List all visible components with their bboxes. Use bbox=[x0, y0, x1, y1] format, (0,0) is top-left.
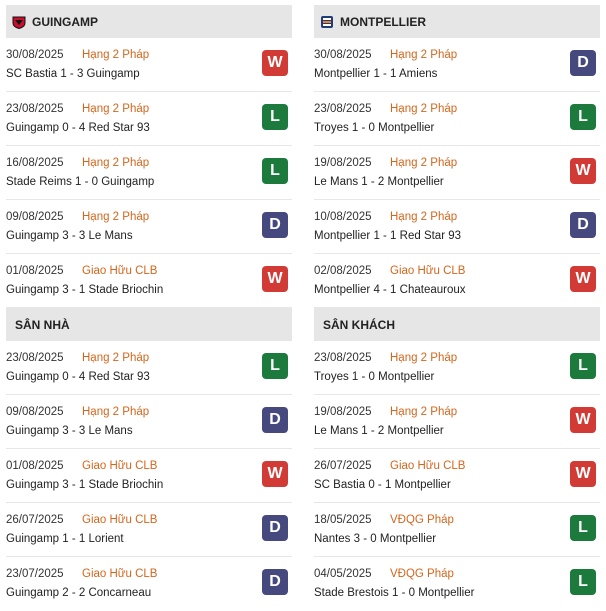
guingamp-crest-icon bbox=[12, 15, 26, 29]
result-badge: W bbox=[570, 461, 596, 487]
match-row[interactable] bbox=[314, 146, 600, 200]
match-score: Stade Brestois 1 - 0 Montpellier bbox=[314, 587, 475, 599]
match-score: Guingamp 3 - 3 Le Mans bbox=[6, 230, 133, 242]
match-score: Le Mans 1 - 2 Montpellier bbox=[314, 425, 444, 437]
match-score: Montpellier 1 - 1 Amiens bbox=[314, 68, 438, 80]
match-score: Guingamp 3 - 3 Le Mans bbox=[6, 425, 133, 437]
section-header-home[interactable] bbox=[6, 308, 292, 341]
match-date: 09/08/2025 bbox=[6, 211, 64, 223]
competition-link[interactable]: Hạng 2 Pháp bbox=[390, 406, 458, 418]
match-date: 23/08/2025 bbox=[6, 103, 64, 115]
match-date: 30/08/2025 bbox=[6, 49, 64, 61]
result-badge: D bbox=[262, 569, 288, 595]
match-row[interactable] bbox=[314, 38, 600, 92]
competition-link[interactable]: Giao Hữu CLB bbox=[390, 265, 466, 277]
section-header-away[interactable] bbox=[314, 308, 600, 341]
result-badge: L bbox=[570, 515, 596, 541]
match-date: 30/08/2025 bbox=[314, 49, 372, 61]
result-badge: W bbox=[262, 266, 288, 292]
match-row[interactable] bbox=[6, 341, 292, 395]
section-title: SÂN NHÀ bbox=[15, 317, 70, 332]
competition-link[interactable]: Giao Hữu CLB bbox=[82, 568, 158, 580]
montpellier-column bbox=[314, 5, 600, 611]
match-date: 19/08/2025 bbox=[314, 157, 372, 169]
match-row[interactable] bbox=[6, 254, 292, 308]
match-score: Guingamp 0 - 4 Red Star 93 bbox=[6, 122, 150, 134]
competition-link[interactable]: Giao Hữu CLB bbox=[82, 514, 158, 526]
competition-link[interactable]: Hạng 2 Pháp bbox=[390, 211, 458, 223]
competition-link[interactable]: Hạng 2 Pháp bbox=[82, 406, 150, 418]
result-badge: D bbox=[570, 212, 596, 238]
competition-link[interactable]: Hạng 2 Pháp bbox=[390, 49, 458, 61]
match-row[interactable] bbox=[314, 341, 600, 395]
result-badge: D bbox=[262, 515, 288, 541]
match-row[interactable] bbox=[6, 38, 292, 92]
match-row[interactable] bbox=[314, 92, 600, 146]
competition-link[interactable]: Hạng 2 Pháp bbox=[82, 157, 150, 169]
result-badge: D bbox=[262, 407, 288, 433]
team-header-montpellier[interactable] bbox=[314, 5, 600, 38]
competition-link[interactable]: Hạng 2 Pháp bbox=[82, 49, 150, 61]
competition-link[interactable]: Giao Hữu CLB bbox=[82, 265, 158, 277]
competition-link[interactable]: VĐQG Pháp bbox=[390, 514, 454, 526]
match-row[interactable] bbox=[314, 449, 600, 503]
result-badge: W bbox=[570, 407, 596, 433]
match-row[interactable] bbox=[314, 557, 600, 611]
match-row[interactable] bbox=[6, 92, 292, 146]
competition-link[interactable]: Hạng 2 Pháp bbox=[82, 211, 150, 223]
team-name: MONTPELLIER bbox=[340, 14, 426, 29]
match-row[interactable] bbox=[314, 200, 600, 254]
match-score: SC Bastia 1 - 3 Guingamp bbox=[6, 68, 140, 80]
match-date: 18/05/2025 bbox=[314, 514, 372, 526]
match-score: Guingamp 0 - 4 Red Star 93 bbox=[6, 371, 150, 383]
match-row[interactable] bbox=[6, 395, 292, 449]
match-row[interactable] bbox=[6, 146, 292, 200]
competition-link[interactable]: Hạng 2 Pháp bbox=[390, 352, 458, 364]
match-date: 23/08/2025 bbox=[314, 103, 372, 115]
match-score: Guingamp 3 - 1 Stade Briochin bbox=[6, 479, 164, 491]
guingamp-column bbox=[6, 5, 292, 611]
result-badge: L bbox=[262, 353, 288, 379]
match-date: 04/05/2025 bbox=[314, 568, 372, 580]
match-date: 26/07/2025 bbox=[314, 460, 372, 472]
match-score: Le Mans 1 - 2 Montpellier bbox=[314, 176, 444, 188]
match-row[interactable] bbox=[6, 503, 292, 557]
match-date: 26/07/2025 bbox=[6, 514, 64, 526]
section-title: SÂN KHÁCH bbox=[323, 317, 395, 332]
result-badge: W bbox=[570, 158, 596, 184]
match-row[interactable] bbox=[6, 557, 292, 611]
match-date: 23/07/2025 bbox=[6, 568, 64, 580]
match-date: 10/08/2025 bbox=[314, 211, 372, 223]
match-score: Troyes 1 - 0 Montpellier bbox=[314, 371, 435, 383]
team-name: GUINGAMP bbox=[32, 14, 98, 29]
match-date: 23/08/2025 bbox=[314, 352, 372, 364]
match-row[interactable] bbox=[314, 395, 600, 449]
competition-link[interactable]: Hạng 2 Pháp bbox=[390, 103, 458, 115]
result-badge: L bbox=[570, 569, 596, 595]
match-row[interactable] bbox=[6, 200, 292, 254]
competition-link[interactable]: Hạng 2 Pháp bbox=[82, 352, 150, 364]
competition-link[interactable]: Hạng 2 Pháp bbox=[82, 103, 150, 115]
recent-list bbox=[314, 38, 600, 308]
match-score: Guingamp 2 - 2 Concarneau bbox=[6, 587, 152, 599]
home-list bbox=[6, 341, 292, 611]
competition-link[interactable]: Hạng 2 Pháp bbox=[390, 157, 458, 169]
result-badge: W bbox=[262, 461, 288, 487]
match-row[interactable] bbox=[314, 503, 600, 557]
result-badge: D bbox=[262, 212, 288, 238]
result-badge: D bbox=[570, 50, 596, 76]
match-score: Nantes 3 - 0 Montpellier bbox=[314, 533, 437, 545]
match-date: 01/08/2025 bbox=[6, 265, 64, 277]
result-badge: L bbox=[570, 104, 596, 130]
match-date: 16/08/2025 bbox=[6, 157, 64, 169]
match-date: 02/08/2025 bbox=[314, 265, 372, 277]
match-date: 01/08/2025 bbox=[6, 460, 64, 472]
match-row[interactable] bbox=[6, 449, 292, 503]
match-score: Troyes 1 - 0 Montpellier bbox=[314, 122, 435, 134]
match-date: 23/08/2025 bbox=[6, 352, 64, 364]
match-score: Montpellier 1 - 1 Red Star 93 bbox=[314, 230, 462, 242]
competition-link[interactable]: Giao Hữu CLB bbox=[82, 460, 158, 472]
result-badge: W bbox=[262, 50, 288, 76]
match-date: 09/08/2025 bbox=[6, 406, 64, 418]
competition-link[interactable]: Giao Hữu CLB bbox=[390, 460, 466, 472]
match-score: Stade Reims 1 - 0 Guingamp bbox=[6, 176, 155, 188]
competition-link[interactable]: VĐQG Pháp bbox=[390, 568, 454, 580]
away-list bbox=[314, 341, 600, 611]
team-header-guingamp[interactable] bbox=[6, 5, 292, 38]
result-badge: L bbox=[262, 104, 288, 130]
result-badge: L bbox=[262, 158, 288, 184]
montpellier-crest-icon bbox=[320, 15, 334, 29]
result-badge: W bbox=[570, 266, 596, 292]
match-score: SC Bastia 0 - 1 Montpellier bbox=[314, 479, 451, 491]
match-date: 19/08/2025 bbox=[314, 406, 372, 418]
recent-list bbox=[6, 38, 292, 308]
match-row[interactable] bbox=[314, 254, 600, 308]
result-badge: L bbox=[570, 353, 596, 379]
match-score: Guingamp 3 - 1 Stade Briochin bbox=[6, 284, 164, 296]
match-score: Montpellier 4 - 1 Chateauroux bbox=[314, 284, 466, 296]
match-score: Guingamp 1 - 1 Lorient bbox=[6, 533, 124, 545]
